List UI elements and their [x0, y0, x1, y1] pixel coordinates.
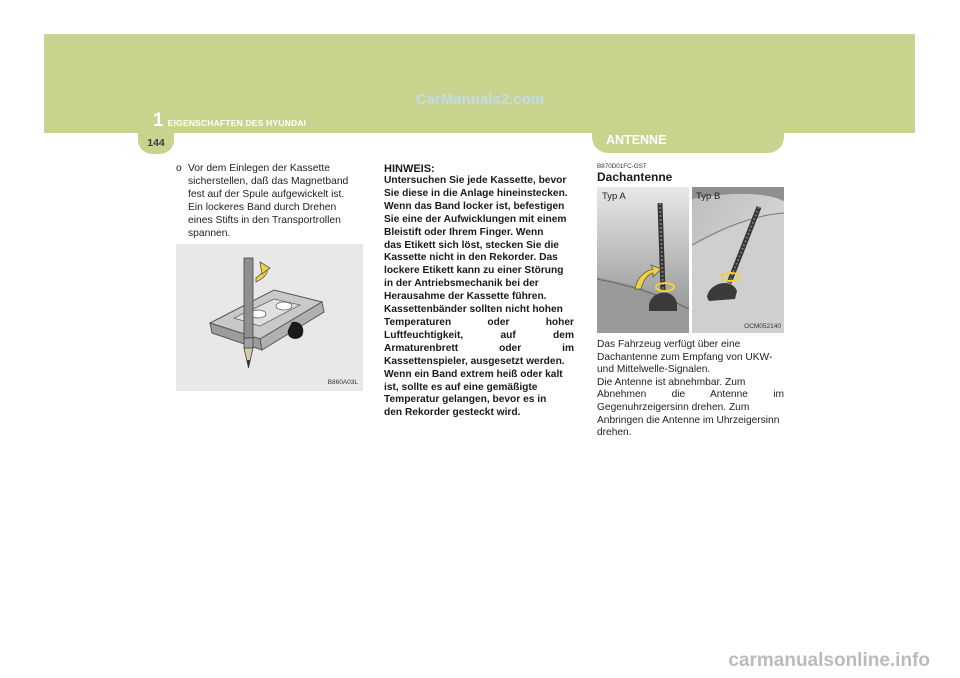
bullet-line-5: spannen.	[188, 227, 231, 239]
watermark-bottom[interactable]: carmanualsonline.info	[728, 650, 930, 671]
note-line: Armaturenbrett oder im	[384, 342, 574, 354]
bullet-line-1: sicherstellen, daß das Magnetband	[188, 175, 349, 187]
bullet-paragraph	[176, 163, 363, 240]
note-text	[384, 175, 574, 420]
bullet-line-2: fest auf der Spule aufgewickelt ist.	[188, 188, 345, 200]
note-line: Kassette nicht in den Rekorder. Das	[384, 252, 558, 264]
note-line: Herausahme der Kassette führen.	[384, 291, 547, 303]
note-line: Wenn das Band locker ist, befestigen	[384, 200, 565, 212]
body-line: Anbringen die Antenne im Uhrzeigersinn	[597, 414, 780, 426]
chapter-heading	[153, 110, 306, 132]
section-title: ANTENNE	[592, 131, 784, 153]
body-line: Gegenuhrzeigersinn drehen. Zum	[597, 401, 750, 413]
note-line: Sie eine der Aufwicklungen mit einem	[384, 213, 567, 225]
label-typ-a: Typ A	[602, 191, 626, 202]
page-number: 144	[138, 131, 174, 154]
antenna-description	[597, 339, 784, 440]
note-line: den Rekorder gesteckt wird.	[384, 407, 521, 419]
note-line: Sie diese in die Anlage hineinstecken.	[384, 187, 568, 199]
chapter-title: EIGENSCHAFTEN DES HYUNDAI	[167, 118, 307, 128]
label-typ-b: Typ B	[696, 191, 721, 202]
note-line: das Etikett sich löst, stecken Sie die	[384, 239, 559, 251]
antenna-illustration	[597, 187, 784, 333]
watermark-top[interactable]: CarManuals2.com	[415, 91, 545, 108]
body-line: drehen.	[597, 427, 632, 439]
body-line: Das Fahrzeug verfügt über eine	[597, 339, 741, 350]
body-line: Die Antenne ist abnehmbar. Zum	[597, 376, 746, 388]
note-line: Bleistift oder Ihrem Finger. Wenn	[384, 226, 544, 238]
cassette-pencil-illustration	[176, 244, 363, 391]
note-line: Wenn ein Band extrem heiß oder kalt	[384, 368, 563, 380]
note-line: Luftfeuchtigkeit, auf dem	[384, 329, 574, 341]
figure-code: OCM052140	[744, 323, 781, 330]
subheading: Dachantenne	[597, 170, 673, 184]
note-line: Kassettenspieler, ausgesetzt werden.	[384, 355, 565, 367]
note-line: ist, sollte es auf eine gemäßigte	[384, 381, 538, 393]
note-line: Untersuchen Sie jede Kassette, bevor	[384, 175, 567, 186]
note-line: Temperaturen oder hoher	[384, 316, 574, 328]
body-line: und Mittelwelle-Signalen.	[597, 364, 711, 376]
body-line: Dachantenne zum Empfang von UKW-	[597, 351, 773, 363]
bullet-line-4: eines Stifts in den Transportrollen	[188, 214, 341, 226]
doc-code: B870D01FC-GST	[597, 163, 647, 170]
bullet-line-0: o Vor dem Einlegen der Kassette	[176, 163, 330, 174]
body-line: Abnehmen die Antenne im	[597, 389, 784, 401]
antenna-figure	[597, 187, 784, 333]
chapter-number: 1	[153, 110, 164, 131]
bullet-line-3: Ein lockeres Band durch Drehen	[188, 201, 337, 213]
bullet-marker: o	[176, 163, 182, 174]
note-line: lockere Etikett kann zu einer Störung	[384, 265, 564, 277]
cassette-figure	[176, 244, 363, 391]
note-heading: HINWEIS:	[384, 163, 435, 175]
figure-code: B860A03L	[327, 379, 358, 386]
note-block	[384, 163, 574, 420]
note-line: Temperatur gelangen, bevor es in	[384, 394, 547, 406]
note-line: Kassettenbänder sollten nicht hohen	[384, 304, 563, 316]
note-line: in der Antriebsmechanik bei der	[384, 278, 539, 290]
